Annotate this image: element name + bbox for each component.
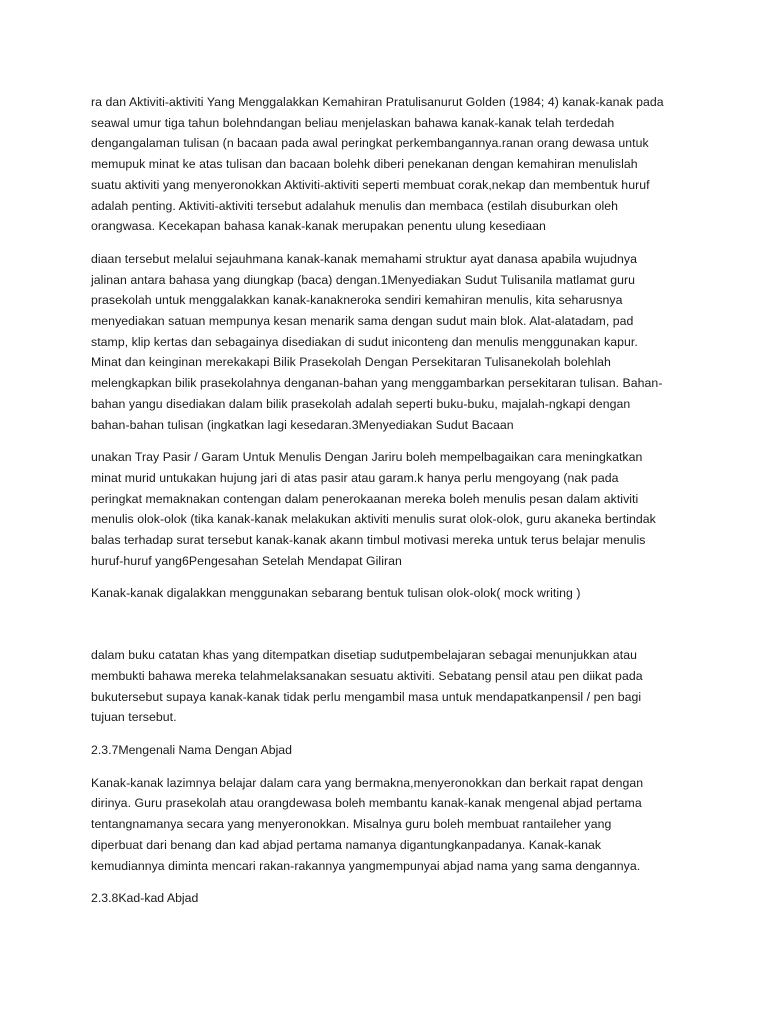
text-line: minat murid untukakan hujung jari di atas pasir atau garam.k hanya perlu mengoyang (nak pada	[91, 470, 619, 485]
text-line: suatu aktiviti yang menyeronokkan Aktiviti-aktiviti seperti membuat corak,nekap dan membentuk huruf	[91, 177, 650, 192]
paragraph-6	[91, 773, 691, 877]
text-line: memupuk minat ke atas tulisan dan bacaan bolehk diberi penekanan dengan kemahiran menulislah	[91, 157, 638, 172]
text-line: bahan-bahan tulisan (ingkatkan lagi kesedaran.3Menyediakan Sudut Bacaan	[91, 417, 514, 432]
text-line: dengangalaman tulisan (n bacaan pada awal peringkat perkembangannya.ranan orang dewasa untuk	[91, 136, 649, 151]
text-line: melengkapkan bilik prasekolahnya denganan-bahan yang menggambarkan persekitaran tulisan. Bahan-	[91, 376, 663, 391]
text-line: peringkat memaknakan contengan dalam penerokaanan mereka boleh menulis pesan dalam aktiviti	[91, 491, 639, 506]
section-heading-2-3-7: 2.3.7Mengenali Nama Dengan Abjad	[91, 742, 292, 757]
text-line: prasekolah untuk menggalakkan kanak-kanakneroka sendiri kemahiran menulis, kita seharusnya	[91, 293, 623, 308]
text-line: membukti bahawa mereka telahmelaksanakan sesuatu aktiviti. Sebatang pensil atau pen diikat pada	[91, 668, 643, 683]
text-line: diaan tersebut melalui sejauhmana kanak-kanak memahami struktur ayat danasa apabila wujudnya	[91, 251, 637, 266]
text-line: adalah penting. Aktiviti-aktiviti tersebut adalahuk menulis dan membaca (estilah disuburkan oleh	[91, 198, 619, 213]
paragraph-1	[91, 92, 691, 237]
text-line: bukutersebut supaya kanak-kanak tidak perlu mengambil masa untuk mendapatkanpensil / pen bagi	[91, 689, 642, 704]
text-line: dalam buku catatan khas yang ditempatkan disetiap sudutpembelajaran sebagai menunjukkan atau	[91, 648, 638, 663]
text-line: menyediakan satuan mempunya kesan menarik sama dengan sudut main blok. Alat-alatadam, pad	[91, 314, 634, 329]
text-line: kemudiannya diminta mencari rakan-rakannya yangmempunyai abjad nama yang sama dengannya.	[91, 858, 641, 873]
text-line: tujuan tersebut.	[91, 710, 177, 725]
text-line: diperbuat dari benang dan kad abjad pertama namanya digantungkanpadanya. Kanak-kanak	[91, 837, 602, 852]
text-line: menulis olok-olok (tika kanak-kanak melakukan aktiviti menulis surat olok-olok, guru akaneka bertindak	[91, 512, 656, 527]
text-line: Kanak-kanak digalakkan menggunakan sebarang bentuk tulisan olok-olok( mock writing )	[91, 586, 581, 601]
text-line: jalinan antara bahasa yang diungkap (baca) dengan.1Menyediakan Sudut Tulisanila matlamat guru	[91, 272, 636, 287]
text-line: balas terhadap surat tersebut kanak-kanak akann timbul motivasi mereka untuk terus belajar menulis	[91, 533, 646, 548]
text-line: dirinya. Guru prasekolah atau orangdewasa boleh membantu kanak-kanak mengenal abjad pertama	[91, 796, 642, 811]
text-line: unakan Tray Pasir / Garam Untuk Menulis Dengan Jariru boleh mempelbagaikan cara meningkatkan	[91, 450, 643, 465]
text-line: bahan yangu disediakan dalam bilik prasekolah adalah seperti buku-buku, majalah-ngkapi dengan	[91, 396, 631, 411]
text-line: stamp, klip kertas dan sebagainya disediakan di sudut iniconteng dan menulis menggunakan kapur.	[91, 334, 638, 349]
text-line: seawal umur tiga tahun bolehndangan beliau menjelaskan bahawa kanak-kanak telah terdedah	[91, 115, 615, 130]
text-line: huruf-huruf yang6Pengesahan Setelah Mendapat Giliran	[91, 553, 402, 568]
section-heading-2-3-8: 2.3.8Kad-kad Abjad	[91, 891, 199, 906]
paragraph-4	[91, 583, 691, 604]
paragraph-5	[91, 645, 691, 728]
text-line: Minat dan keinginan merekakapi Bilik Prasekolah Dengan Persekitaran Tulisanekolah bolehlah	[91, 355, 611, 370]
paragraph-3	[91, 447, 691, 571]
text-line: orangwasa. Kecekapan bahasa kanak-kanak merupakan penentu ulung kesediaan	[91, 219, 546, 234]
document-page	[91, 92, 691, 909]
paragraph-2	[91, 249, 691, 435]
text-line: Kanak-kanak lazimnya belajar dalam cara yang bermakna,menyeronokkan dan berkait rapat dengan	[91, 775, 644, 790]
text-line: tentangnamanya secara yang menyeronokkan. Misalnya guru boleh membuat rantaileher yang	[91, 817, 612, 832]
text-line: ra dan Aktiviti-aktiviti Yang Menggalakkan Kemahiran Pratulisanurut Golden (1984; 4) kanak-kanak pada	[91, 95, 664, 109]
